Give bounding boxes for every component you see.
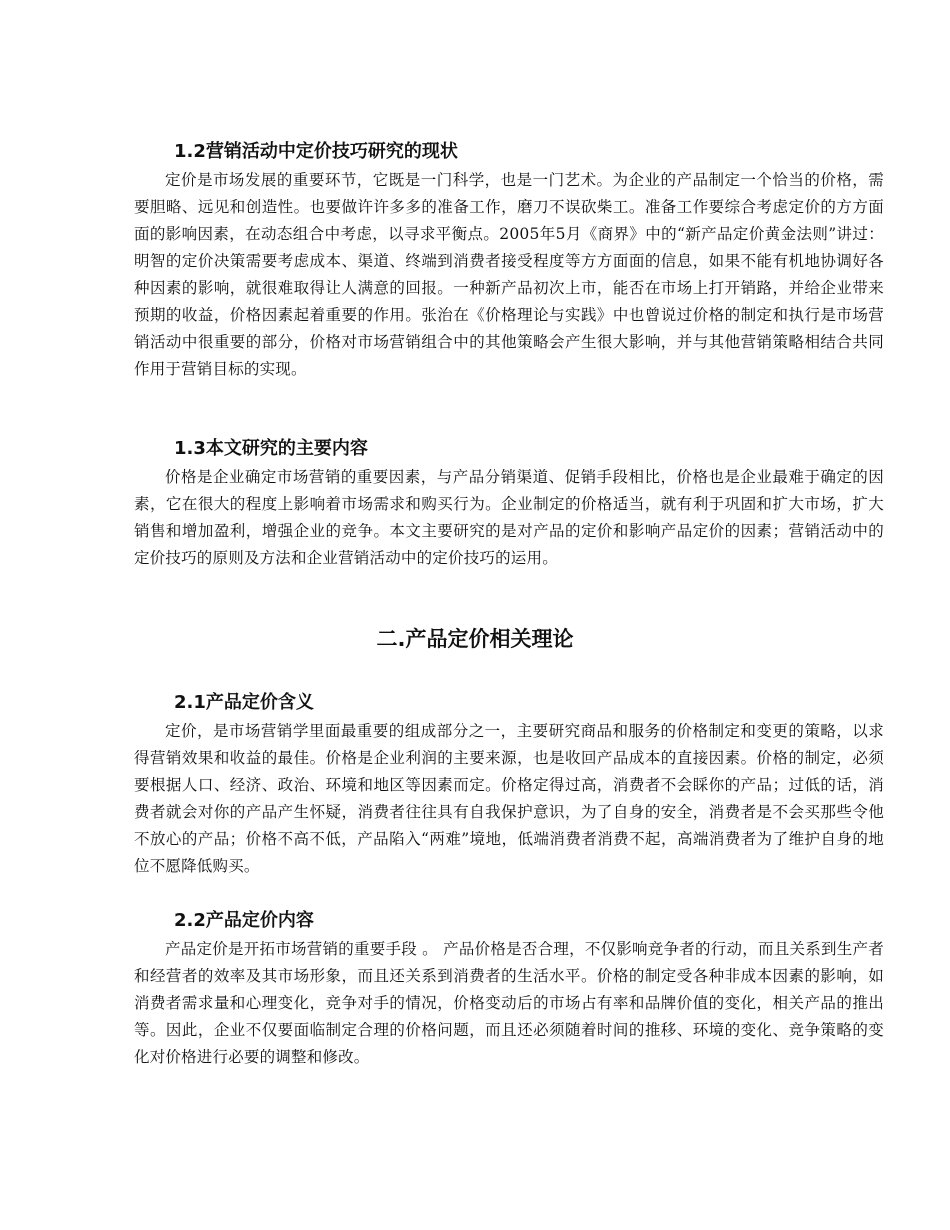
section-heading: 2.2产品定价内容 [174, 910, 314, 931]
section-paragraph: 产品定价是开拓市场营销的重要手段 。 产品价格是否合理，不仅影响竞争者的行动，而且关系到生产者和经营者的效率及其市场形象，而且还关系到消费者的生活水平。价格的制定受各种非成本因素的影响，如消费者需求量和心理变化，竞争对手的情况，价格变动后的市场占有率和品牌价值的变化，相关产品的推出等。因此，企业不仅要面临制定合理的价格问题，而且还必须随着时间的推移、环境的变化、竞争策略的变化对价格进行必要的调整和修改。 [134, 940, 884, 1066]
section-2-2 [134, 908, 884, 1071]
section-heading: 2.1产品定价含义 [174, 692, 314, 713]
section-2-1 [134, 690, 884, 880]
section-1-2 [134, 139, 884, 383]
chapter-title: 二.产品定价相关理论 [376, 627, 574, 651]
section-heading: 1.2营销活动中定价技巧研究的现状 [174, 141, 458, 162]
section-1-3 [134, 436, 884, 572]
section-heading: 1.3本文研究的主要内容 [174, 438, 368, 459]
section-paragraph: 价格是企业确定市场营销的重要因素，与产品分销渠道、促销手段相比，价格也是企业最难于确定的因素，它在很大的程度上影响着市场需求和购买行为。企业制定的价格适当，就有利于巩固和扩大市场，扩大销售和增加盈利，增强企业的竞争。本文主要研究的是对产品的定价和影响产品定价的因素；营销活动中的定价技巧的原则及方法和企业营销活动中的定价技巧的运用。 [134, 468, 884, 567]
section-paragraph: 定价是市场发展的重要环节，它既是一门科学，也是一门艺术。为企业的产品制定一个恰当的价格，需要胆略、远见和创造性。也要做许许多多的准备工作，磨刀不误砍柴工。准备工作要综合考虑定价的方方面面的影响因素，在动态组合中考虑，以寻求平衡点。2005年5月《商界》中的“新产品定价黄金法则”讲过：明智的定价决策需要考虑成本、渠道、终端到消费者接受程度等方方面面的信息，如果不能有机地协调好各种因素的影响，就很难取得让人满意的回报。一种新产品初次上市，能否在市场上打开销路，并给企业带来预期的收益，价格因素起着重要的作用。张治在《价格理论与实践》中也曾说过价格的制定和执行是市场营销活动中很重要的部分，价格对市场营销组合中的其他策略会产生很大影响，并与其他营销策略相结合共同作用于营销目标的实现。 [134, 171, 884, 378]
section-paragraph: 定价，是市场营销学里面最重要的组成部分之一，主要研究商品和服务的价格制定和变更的策略，以求得营销效果和收益的最佳。价格是企业利润的主要来源，也是收回产品成本的直接因素。价格的制定，必须要根据人口、经济、政治、环境和地区等因素而定。价格定得过高，消费者不会睬你的产品；过低的话，消费者就会对你的产品产生怀疑，消费者往往具有自我保护意识，为了自身的安全，消费者是不会买那些令他不放心的产品；价格不高不低，产品陷入“两难”境地，低端消费者消费不起，高端消费者为了维护自身的地位不愿降低购买。 [134, 722, 884, 875]
